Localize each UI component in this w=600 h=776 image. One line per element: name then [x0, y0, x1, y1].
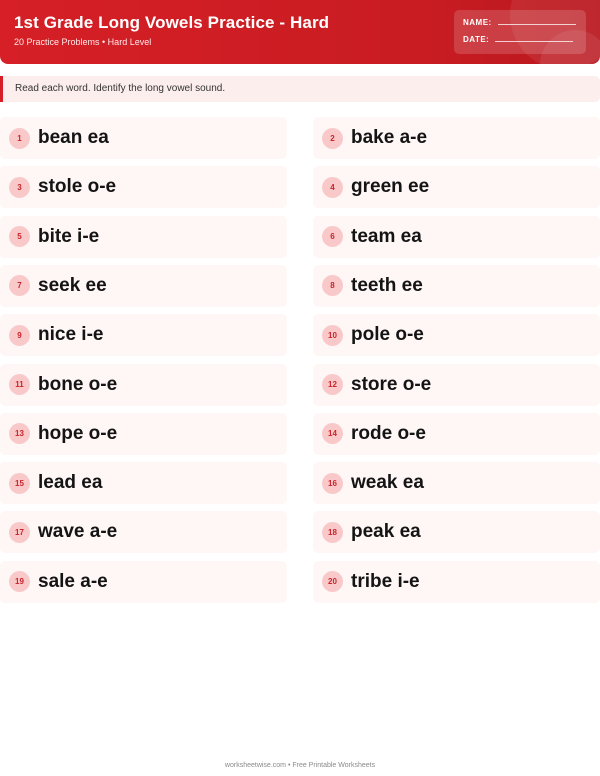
problem-number-badge: 3: [9, 177, 30, 198]
problem-item: [313, 117, 600, 159]
problem-word: pole o-e: [351, 324, 424, 346]
problem-word: bone o-e: [38, 373, 118, 395]
problem-item: [313, 364, 600, 406]
date-label: DATE:: [463, 35, 490, 44]
problem-number-badge: 15: [9, 473, 30, 494]
problem-number-badge: 11: [9, 374, 30, 395]
problem-item: [313, 561, 600, 603]
problem-item: [313, 216, 600, 258]
problem-item: [0, 265, 287, 307]
problem-number-badge: 7: [9, 275, 30, 296]
problem-word: seek ee: [38, 274, 107, 296]
problem-number-badge: 13: [9, 423, 30, 444]
problem-number-badge: 12: [322, 374, 343, 395]
problem-word: peak ea: [351, 521, 421, 543]
problem-word: bite i-e: [38, 225, 100, 247]
problem-word: bean ea: [38, 127, 109, 148]
problem-number-badge: 5: [9, 226, 30, 247]
problem-number-badge: 2: [322, 128, 343, 149]
name-row: [463, 18, 576, 27]
problem-item: [0, 314, 287, 356]
problem-item: [0, 511, 287, 553]
problem-word: store o-e: [351, 373, 432, 395]
problem-item: [0, 462, 287, 504]
problem-item: [0, 561, 287, 603]
name-date-box: [454, 10, 586, 54]
instruction-text: Read each word. Identify the long vowel sound.: [15, 83, 226, 94]
name-field[interactable]: [498, 24, 576, 25]
problem-item: [0, 364, 287, 406]
date-row: [463, 35, 573, 44]
problem-item: [0, 413, 287, 455]
problem-word: teeth ee: [351, 274, 423, 296]
problem-number-badge: 8: [322, 275, 343, 296]
problem-word: hope o-e: [38, 422, 118, 444]
problem-word: sale a-e: [38, 570, 108, 592]
problem-number-badge: 19: [9, 571, 30, 592]
problem-word: lead ea: [38, 472, 103, 494]
page-subtitle: 20 Practice Problems • Hard Level: [14, 37, 152, 47]
problem-number-badge: 4: [322, 177, 343, 198]
problem-word: tribe i-e: [351, 570, 420, 592]
problem-number-badge: 10: [322, 325, 343, 346]
page-title: 1st Grade Long Vowels Practice - Hard: [14, 13, 330, 32]
problem-item: [0, 117, 287, 159]
problem-item: [0, 216, 287, 258]
problem-word: stole o-e: [38, 176, 117, 198]
problem-item: [313, 166, 600, 208]
problem-number-badge: 17: [9, 522, 30, 543]
problem-item: [313, 314, 600, 356]
date-field[interactable]: [495, 41, 573, 42]
problem-word: nice i-e: [38, 324, 104, 346]
problem-number-badge: 14: [322, 423, 343, 444]
problem-number-badge: 9: [9, 325, 30, 346]
problem-item: [313, 462, 600, 504]
problem-word: team ea: [351, 225, 422, 247]
problem-item: [313, 511, 600, 553]
problem-word: bake a-e: [351, 127, 428, 148]
problem-word: weak ea: [351, 472, 424, 494]
problem-number-badge: 20: [322, 571, 343, 592]
instruction-banner: [0, 76, 600, 102]
worksheet-header: [0, 0, 600, 64]
problem-number-badge: 6: [322, 226, 343, 247]
problem-word: rode o-e: [351, 422, 426, 444]
footer: worksheetwise.com • Free Printable Worksheets: [224, 762, 376, 769]
name-label: NAME:: [463, 18, 492, 27]
problem-item: [313, 413, 600, 455]
problem-number-badge: 16: [322, 473, 343, 494]
problem-number-badge: 18: [322, 522, 343, 543]
problem-word: wave a-e: [38, 521, 118, 543]
problem-number-badge: 1: [9, 128, 30, 149]
problem-word: green ee: [351, 176, 430, 198]
problem-item: [313, 265, 600, 307]
problem-item: [0, 166, 287, 208]
